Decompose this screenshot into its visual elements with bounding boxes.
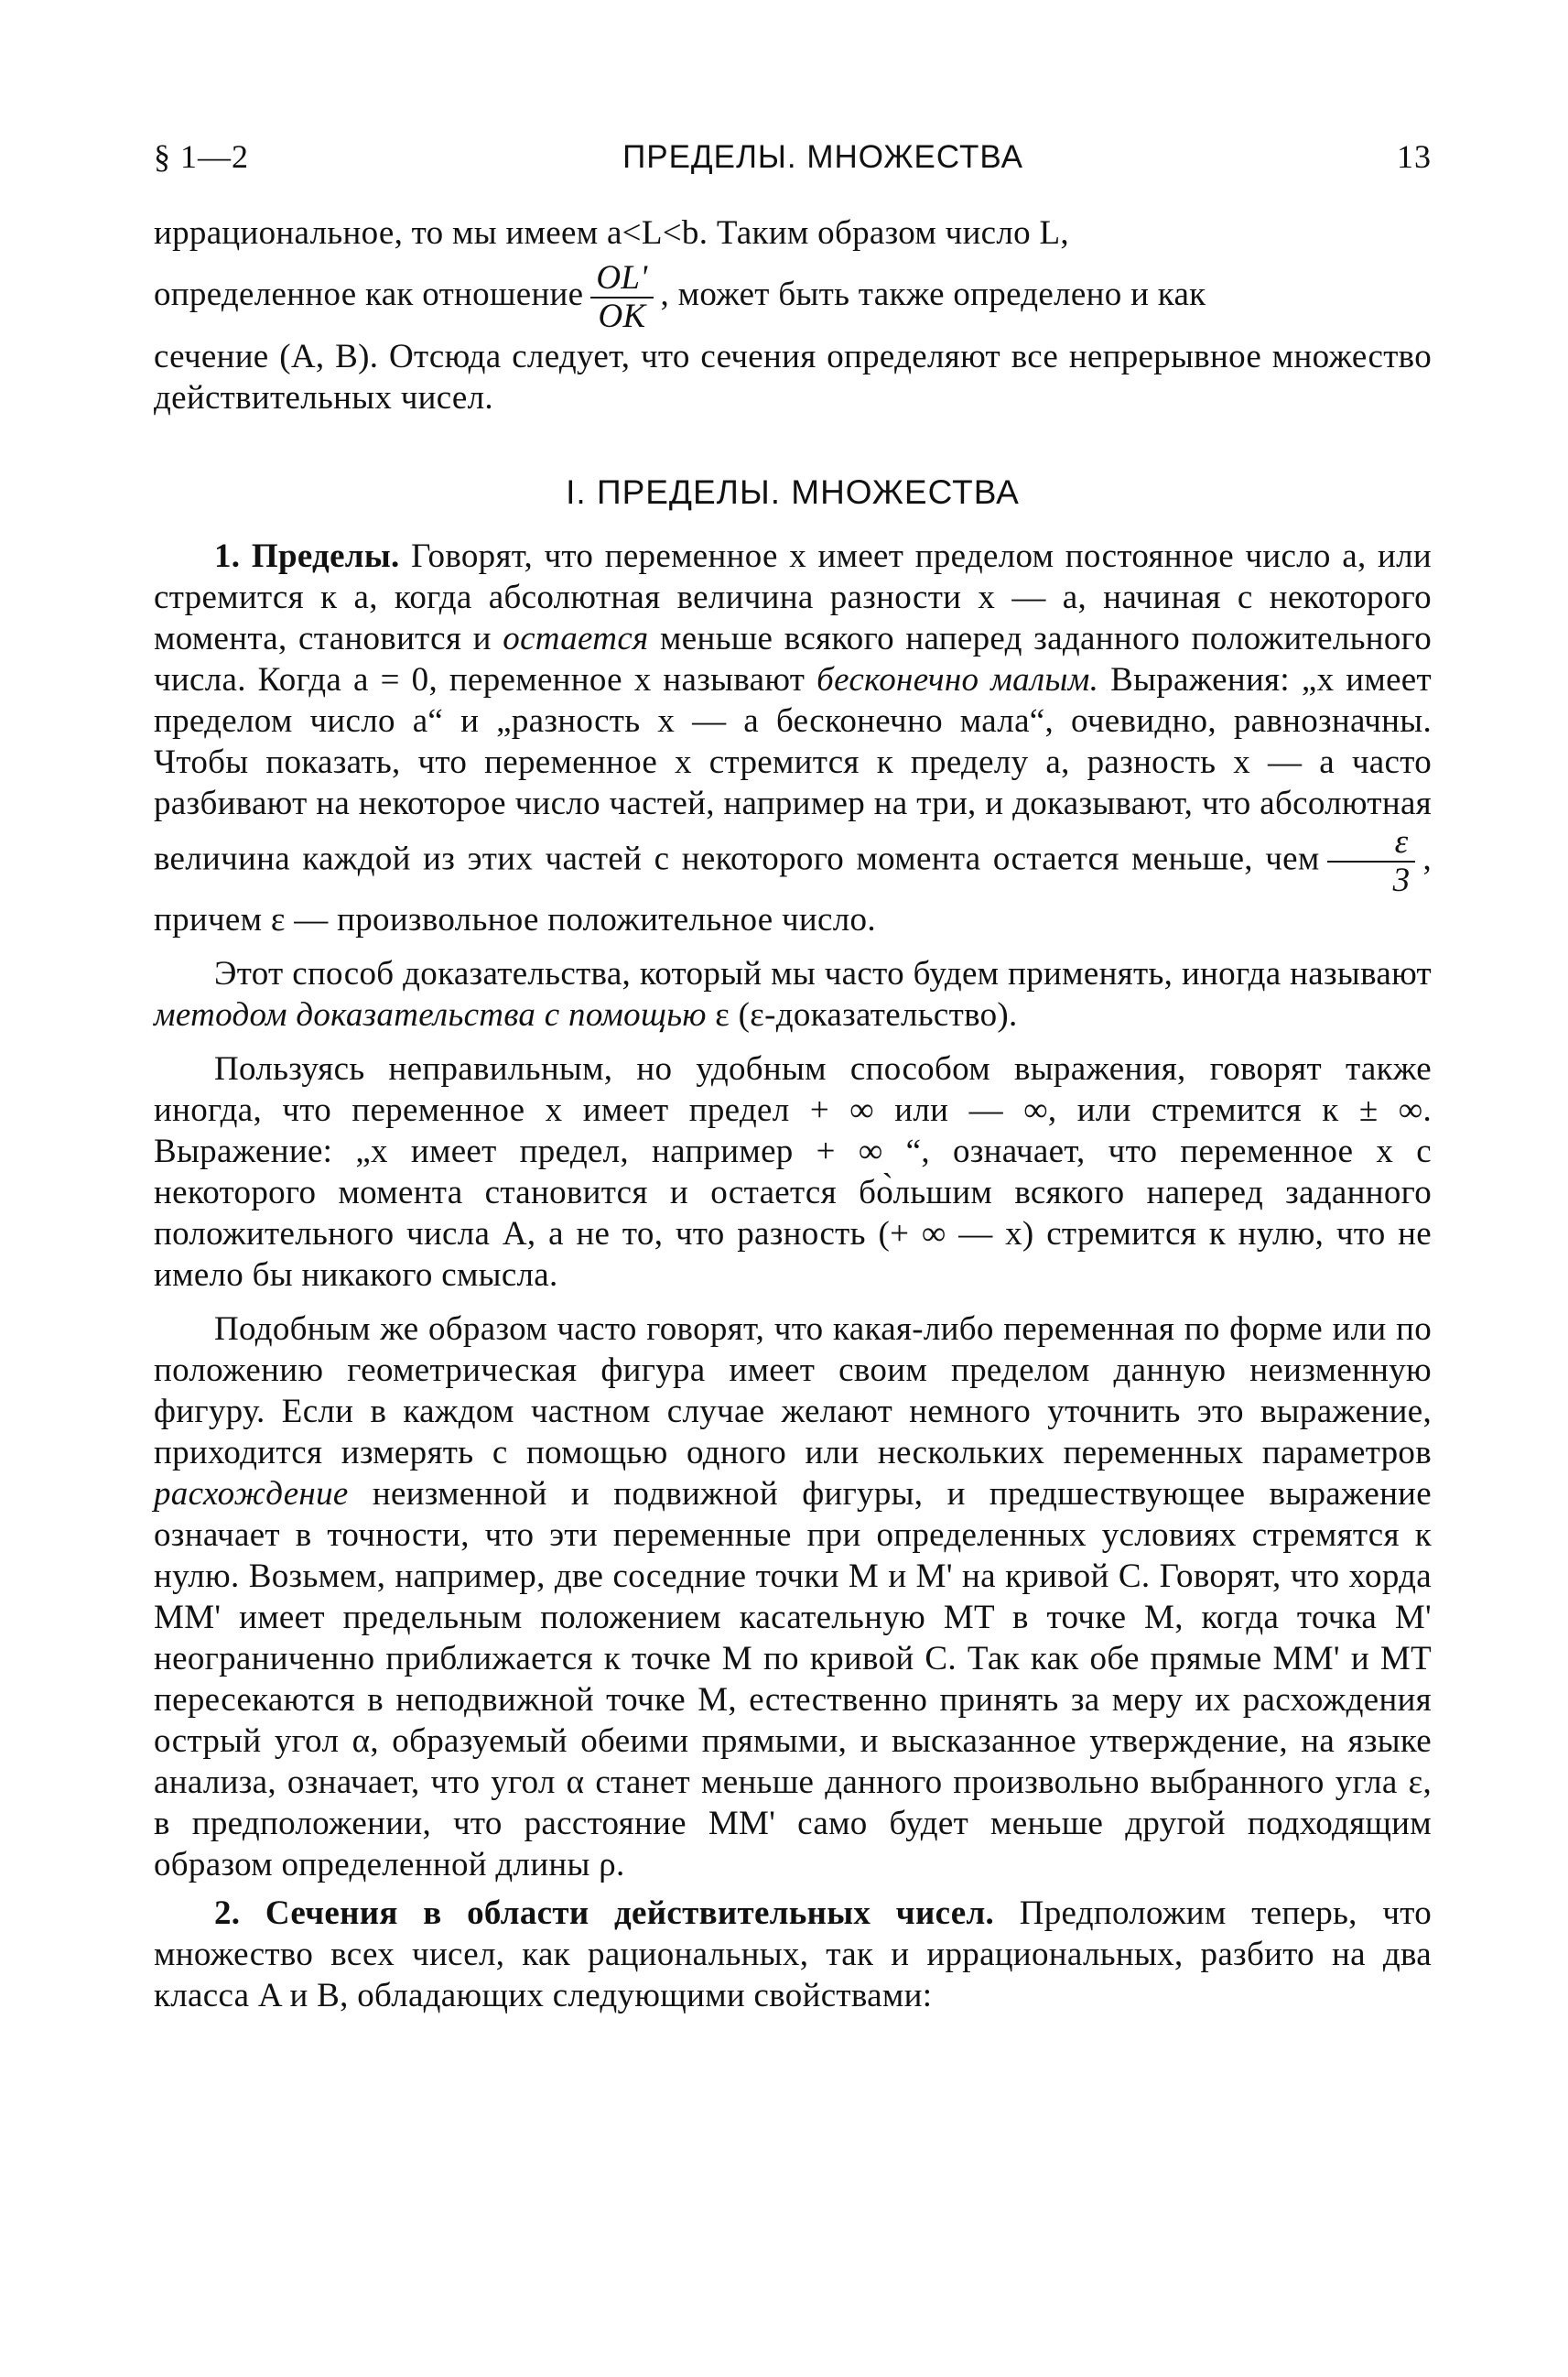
paragraph-epsilon-proof <box>154 953 1432 1036</box>
fraction-ol-ok <box>590 260 653 335</box>
paragraph-limits <box>154 536 1432 940</box>
emphasis-text: остается <box>503 620 649 657</box>
intro-line-2-post: , может быть также определено и как <box>660 276 1206 313</box>
section-number: § 1—2 <box>154 138 249 175</box>
emphasis-text: бесконечно малым. <box>816 661 1099 699</box>
fraction-denominator: OK <box>598 297 646 335</box>
text-run: Подобным же образом часто говорят, что какая-либо переменная по форме или по положению геометрическая фигура имеет своим пределом данную неизменную фигуру. Если в каждом частном случае желают немного уточнить это выражение, приходится измерять с помощью одного или нескольких переменных параметров <box>154 1310 1432 1471</box>
intro-line-2-pre: определенное как отношение <box>154 276 584 313</box>
paragraph-sections <box>154 1893 1432 2016</box>
text-run: Предположим теперь, что множество всех чисел, как рациональных, так и иррациональных, разбито на два класса A и B, обладающих следующими свойствами: <box>154 1894 1433 2014</box>
running-title: ПРЕДЕЛЫ. МНОЖЕСТВА <box>622 139 1023 175</box>
text-run: Этот способ доказательства, который мы часто будем применять, иногда называют <box>214 955 1432 993</box>
section-title: I. ПРЕДЕЛЫ. МНОЖЕСТВА <box>566 473 1020 511</box>
running-head <box>154 137 1432 176</box>
fraction-numerator: OL' <box>590 260 653 298</box>
page <box>154 137 1432 2016</box>
intro-line-2 <box>154 254 1432 336</box>
text-run: , причем ε — произвольное положительное число. <box>154 840 1432 939</box>
emphasis-text: методом доказательства с помощью <box>154 996 707 1034</box>
fraction-numerator: ε <box>1327 824 1416 863</box>
page-number: 13 <box>1397 138 1432 175</box>
text-run: ε (ε-доказательство). <box>706 996 1018 1034</box>
paragraph-geometric-figures <box>154 1308 1432 1885</box>
intro-line-1: иррациональное, то мы имеем a<L<b. Таким образом число L, <box>154 214 1069 252</box>
paragraph-heading-sections: 2. Сечения в области действительных чисел. <box>214 1894 995 1932</box>
intro-line-3: сечение (A, B). Отсюда следует, что сечения определяют все непрерывное множество действительных чисел. <box>154 338 1432 417</box>
fraction-epsilon-3 <box>1327 824 1416 899</box>
text-run: неизменной и подвижной фигуры, и предшествующее выражение означает в точности, что эти переменные при определенных условиях стремятся к нулю. Возьмем, например, две соседние точки M и M' на кривой C. Говорят, что хорда MM' имеет предельным положением касательную MT в точке M, когда точка M' неограниченно приближается к точке M по кривой C. Так как обе прямые MM' и MT пересекаются в неподвижной точке M, естественно принять за меру их расхождения острый угол α, образуемый обеими прямыми, и высказанное утверждение, на языке анализа, означает, что угол α станет меньше данного произвольно выбранного угла ε, в предположении, что расстояние MM' само будет меньше другой подходящим образом определенной длины ρ. <box>154 1475 1432 1883</box>
text-run: меньше всякого наперед заданного положительного числа. Когда a = 0, переменное x называют <box>154 620 1433 699</box>
emphasis-text: расхождение <box>154 1475 349 1513</box>
text-run: Выражения: „x имеет пределом число a“ и „разность x — a бесконечно мала“, очевидно, равнозначны. Чтобы показать, что переменное x стремится к пределу a, разность x — a часто разбивают на некоторое число частей, например на три, и доказывают, что абсолютная величина каждой из этих частей с некоторого момента остается меньше, чем <box>154 661 1432 878</box>
paragraph-heading-limits: 1. Пределы. <box>214 537 400 575</box>
paragraph-infinity: Пользуясь неправильным, но удобным способом выражения, говорят также иногда, что переменное x имеет предел + ∞ или — ∞, или стремится к ± ∞. Выражение: „x имеет предел, например + ∞ “, означает, что переменное x с некоторого момента становится и остается бо̀льшим всякого наперед заданного положительного числа A, а не то, что разность (+ ∞ — x) стремится к нулю, что не имело бы никакого смысла. <box>154 1050 1432 1294</box>
fraction-denominator: 3 <box>1392 862 1411 899</box>
text-run: Говорят, что переменное x имеет пределом постоянное число a, или стремится к a, когда абсолютная величина разности x — a, начиная с некоторого момента, становится и <box>154 537 1432 657</box>
